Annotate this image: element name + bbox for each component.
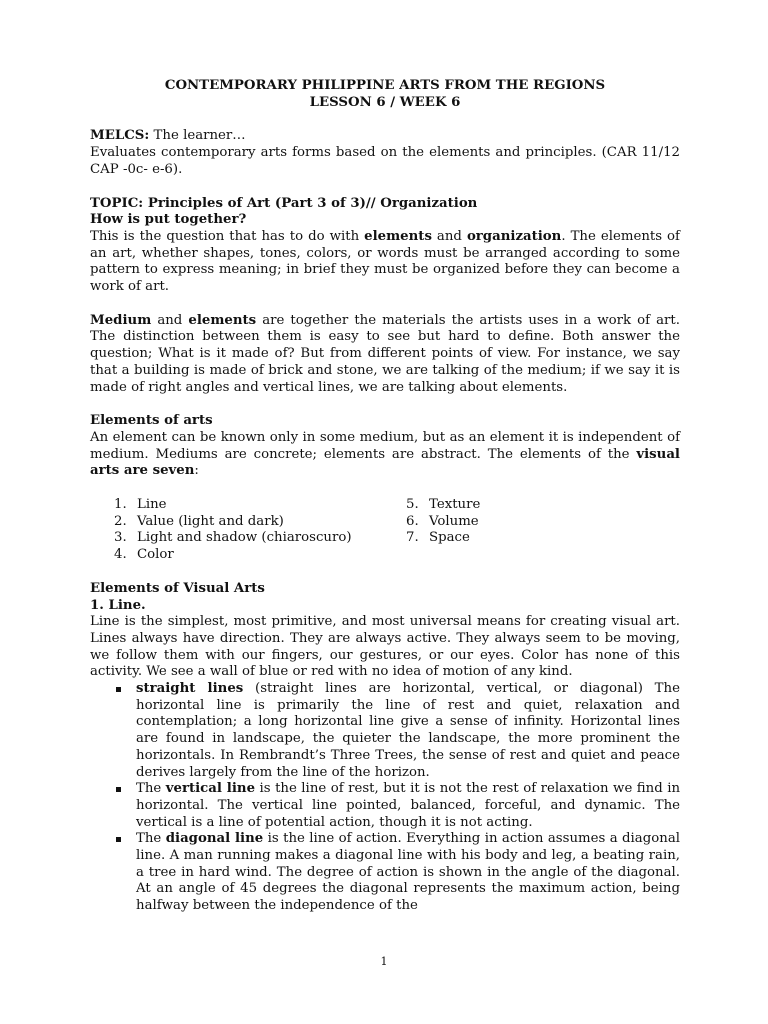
list-item: 3. Light and shadow (chiaroscuro)	[114, 530, 352, 546]
list-item: 5. Texture	[406, 497, 481, 513]
lesson-week-title: LESSON 6 / WEEK 6	[309, 94, 461, 110]
list-item: The diagonal line is the line of action. Everything in action assumes a diagonal line. A man running makes a diagonal line with his body and leg, a beating rain, a tree in hard wind. The degree of action is shown in the angle of the diagonal. At an angle of 45 degrees the diagonal represents the maximum action, being halfway between the independence of the	[114, 831, 680, 915]
elements-list	[114, 497, 680, 564]
document-title: CONTEMPORARY PHILIPPINE ARTS FROM THE REGIONS	[164, 78, 606, 93]
bullet-icon	[116, 837, 121, 842]
elements-of-arts-paragraph: An element can be known only in some medium, but as an element it is independent of medium. Mediums are concrete; elements are abstract. The elements of the visual arts are seven:	[90, 429, 680, 479]
medium-paragraph: Medium and elements are together the materials the artists uses in a work of art. The distinction between them is easy to see but hard to define. Both answer the question; What is it made of? But from different points of view. For instance, we say that a building is made of brick and stone, we are talking of the medium; if we say it is made of right angles and vertical lines, we are talking about elements.	[90, 312, 680, 395]
list-item: 1. Line	[114, 497, 167, 513]
visual-arts-heading: Elements of Visual Arts	[90, 580, 265, 596]
topic-question: How is put together?	[90, 212, 247, 228]
list-item: 2. Value (light and dark)	[114, 513, 284, 529]
melcs-line	[90, 128, 680, 145]
list-item: 7. Space	[406, 530, 470, 546]
page-number: 1	[380, 955, 388, 968]
list-item: 4. Color	[114, 547, 174, 563]
melcs-label: MELCS:	[90, 128, 150, 144]
line-paragraph: Line is the simplest, most primitive, and most universal means for creating visual art. Lines always have direction. They are always active. They always seem to be moving, we follow them with our fingers, our gestures, or our eyes. Color has none of this activity. We see a wall of blue or red with no idea of motion of any kind.	[90, 614, 680, 680]
topic-paragraph: This is the question that has to do with elements and organization. The elements of an art, whether shapes, tones, colors, or words must be arranged according to some pattern to express meaning; in brief they must be organized before they can become a work of art.	[90, 228, 680, 295]
list-item: The vertical line is the line of rest, but it is not the rest of relaxation we find in horizontal. The vertical line pointed, balanced, forceful, and dynamic. The vertical is a line of potential action, though it is not acting.	[114, 781, 680, 831]
bullet-icon	[116, 687, 121, 692]
elements-of-arts-heading: Elements of arts	[90, 413, 213, 429]
line-subheading: 1. Line.	[90, 597, 146, 613]
melcs-objective: Evaluates contemporary arts forms based on the elements and principles. (CAR 11/12 CAP -0c- e-6).	[90, 145, 680, 177]
list-item: 6. Volume	[406, 513, 479, 529]
line-types-list	[90, 681, 680, 915]
topic-heading: TOPIC: Principles of Art (Part 3 of 3)// Organization	[90, 195, 478, 211]
list-item: straight lines (straight lines are horizontal, vertical, or diagonal) The horizontal line is primarily the line of rest and quiet, relaxation and contemplation; a long horizontal line give a sense of infinity. Horizontal lines are found in landscape, the quieter the landscape, the more prominent the horizontals. In Rembrandt’s Three Trees, the sense of rest and quiet and peace derives largely from the line of the horizon.	[114, 681, 680, 781]
document-page	[90, 78, 680, 915]
melcs-text: The learner…	[149, 128, 246, 144]
bullet-icon	[116, 787, 121, 792]
